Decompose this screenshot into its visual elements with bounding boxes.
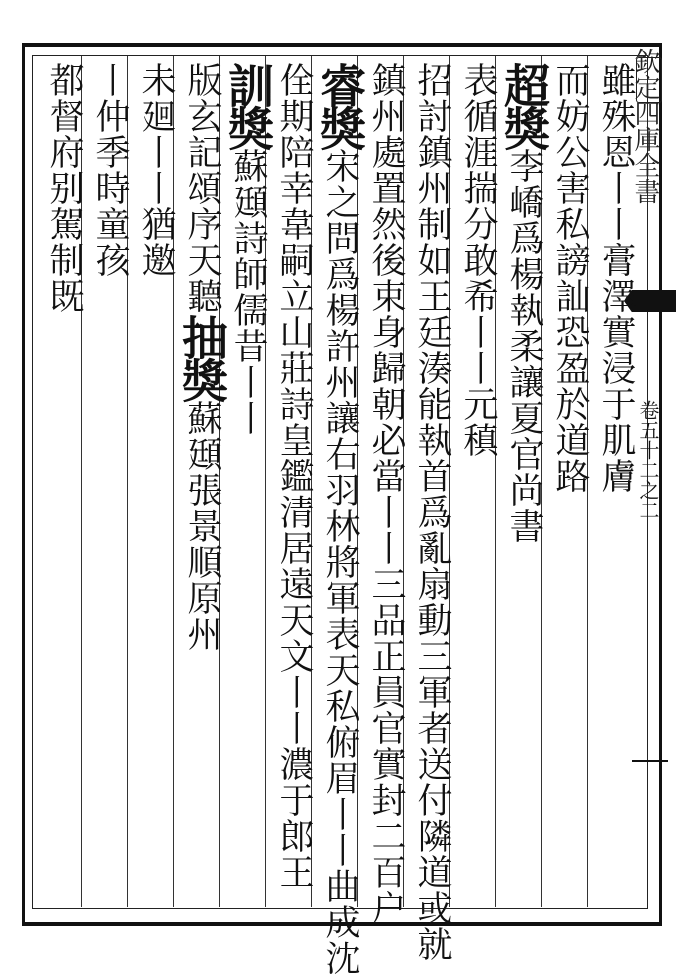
- headword: 訓獎: [221, 62, 275, 148]
- text-column: 雖殊恩丨丨膏澤實浸于肌膚: [596, 62, 636, 494]
- headword: 超獎: [497, 62, 551, 148]
- book-title: 欽定四庫全書: [630, 48, 660, 204]
- text-column: [175, 62, 229, 902]
- text-column: 丨仲季時童孩: [90, 62, 130, 278]
- headword: 睿獎: [313, 62, 367, 148]
- text-column: 而妨公害私謗訕恐盈於道路: [550, 62, 590, 494]
- text-column: 佺期陪幸韋嗣立山莊詩皇鑑清居遠天文丨丨濃于郎王: [274, 62, 314, 890]
- text-column: 招討鎮州制如王廷湊能執首爲亂扇動三軍者送付隣道或就: [412, 62, 452, 962]
- column-text: 李嶠爲楊執柔讓夏官尚書: [504, 148, 544, 544]
- headword: 抽獎: [175, 314, 229, 400]
- column-text: 蘇頲詩師儒昔丨丨: [228, 148, 268, 436]
- text-column: [221, 62, 275, 902]
- text-column: [497, 62, 551, 902]
- text-column: 未廻丨丨猶邀: [136, 62, 176, 278]
- column-text: 宋之問爲楊許州讓右羽林將軍表天私俯眉丨丨曲成沈: [320, 148, 360, 976]
- juan-number: 卷五十二之二: [636, 400, 660, 520]
- text-column: 都督府别駕制既: [44, 62, 84, 314]
- text-column: [313, 62, 367, 976]
- text-column: 鎮州處置然後束身歸朝必當丨丨三品正員官實封二百户: [366, 62, 406, 926]
- column-text: 蘇頲張景順原州: [182, 400, 222, 652]
- text-column: 表循涯揣分敢希丨丨元稹: [458, 62, 498, 458]
- column-text: 版玄記頌序天聽: [182, 62, 222, 314]
